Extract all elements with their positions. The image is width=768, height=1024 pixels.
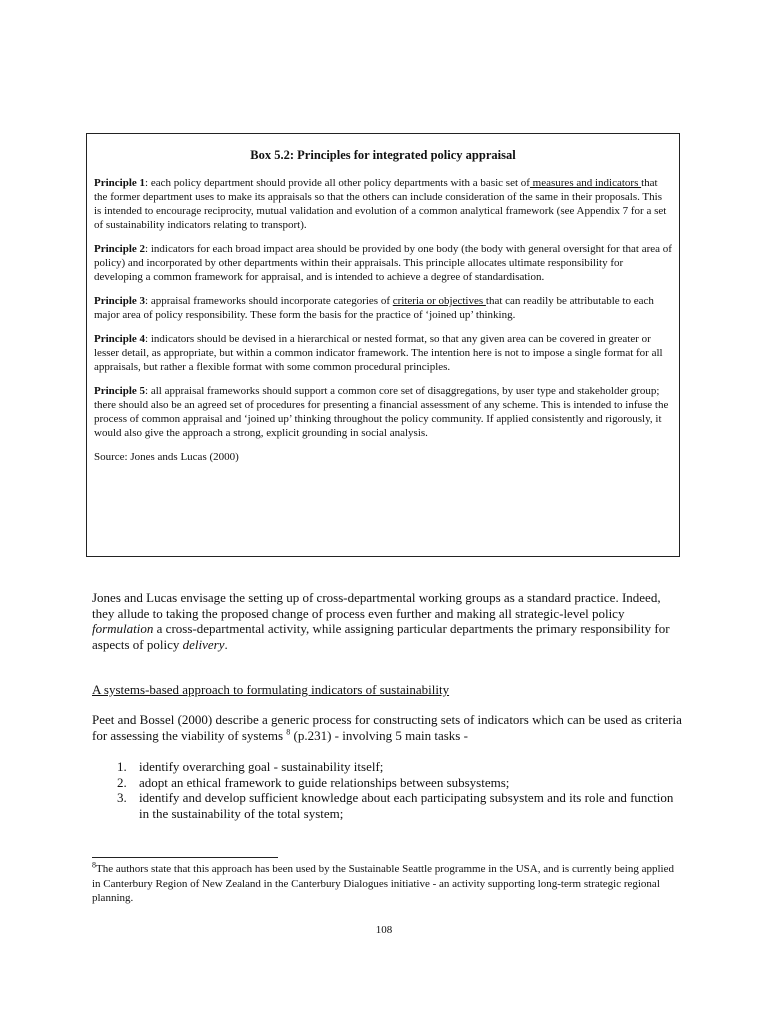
principle-1 bbox=[94, 176, 672, 232]
principles-box bbox=[86, 133, 680, 557]
list-text: adopt an ethical framework to guide relationships between subsystems; bbox=[139, 774, 510, 790]
principle-3 bbox=[94, 294, 672, 322]
principle-label: Principle 2 bbox=[94, 243, 146, 255]
principle-text: that can readily be attributable to each major area of policy responsibility. These form the basis for the practice of ‘joined up’ thinking. bbox=[94, 295, 654, 321]
principle-text: : indicators for each broad impact area should be provided by one body (the body with general oversight for that area of policy) and incorporated by other departments within their appraisals. This principle allocates ultimate responsibility for developing a common framework for appraisal, and is intended to achieve a degree of standardisation. bbox=[94, 243, 672, 283]
box-source: Source: Jones ands Lucas (2000) bbox=[94, 451, 239, 463]
principle-label: Principle 5 bbox=[94, 385, 146, 397]
box-title: Box 5.2: Principles for integrated policy appraisal bbox=[250, 148, 516, 162]
principle-text: : indicators should be devised in a hierarchical or nested format, so that any given area can be covered in greater or lesser detail, as appropriate, but within a common indicator framework. The intention here is not to impose a single format for all appraisals, but rather a flexible format with some common procedural principles. bbox=[94, 333, 663, 373]
footnote bbox=[92, 862, 682, 906]
paragraph-text: Jones and Lucas envisage the setting up of cross-departmental working groups as a standard practice. Indeed, they allude to taking the proposed change of process even further and making all strategic-level policy bbox=[92, 590, 661, 621]
footnote-divider bbox=[92, 857, 278, 858]
paragraph-text: . bbox=[224, 636, 228, 652]
list-number: 1. bbox=[117, 759, 127, 774]
task-list bbox=[92, 759, 682, 821]
paragraph-text: Peet and Bossel (2000) describe a generic process for constructing sets of indicators which can be used as criteria for assessing the viability of systems bbox=[92, 712, 682, 743]
principle-underlined-term: criteria or objectives bbox=[392, 295, 486, 307]
section-heading: A systems-based approach to formulating indicators of sustainability bbox=[92, 682, 450, 697]
principle-5 bbox=[94, 384, 672, 440]
principle-text: : all appraisal frameworks should support a common core set of disaggregations, by user type and stakeholder group; there should also be an agreed set of procedures for presenting a financial assessment of any scheme. This is intended to infuse the process of common appraisal and ‘joined up’ thinking throughout the policy community. If applied consistently and rigorously, it would also give the approach a strong, explicit grounding in social analysis. bbox=[94, 385, 669, 439]
emphasis-text: delivery bbox=[182, 636, 225, 652]
footnote-text: The authors state that this approach has been used by the Sustainable Seattle programme in the USA, and is currently being applied in Canterbury Region of New Zealand in the Canterbury Dialogues initiative - an activity supporting long-term strategic regional planning. bbox=[92, 863, 674, 904]
list-number: 3. bbox=[117, 790, 127, 805]
list-item bbox=[92, 790, 682, 821]
body-paragraph-2 bbox=[92, 712, 682, 743]
list-text: identify and develop sufficient knowledge about each participating subsystem and its role and function in the sustainability of the total system; bbox=[139, 790, 674, 821]
principle-label: Principle 3 bbox=[94, 295, 146, 307]
paragraph-text: a cross-departmental activity, while assigning particular departments the primary responsibility for aspects of policy bbox=[92, 621, 670, 652]
principle-underlined-term: measures and indicators bbox=[529, 177, 642, 189]
footnote-marker: 8 bbox=[92, 860, 96, 870]
principle-text: that the former department uses to make its appraisals so that the others can include consideration of the same in their proposals. This is intended to encourage reciprocity, mutual validation and evolution of a common analytical framework (see Appendix 7 for a set of sustainability indicators relating to transport). bbox=[94, 177, 667, 231]
footnote-ref[interactable]: 8 bbox=[286, 727, 291, 737]
list-number: 2. bbox=[117, 774, 127, 790]
principle-text: : each policy department should provide all other policy departments with a basic set of bbox=[145, 177, 530, 189]
principle-text: : appraisal frameworks should incorporate categories of bbox=[145, 295, 393, 307]
paragraph-text: (p.231) - involving 5 main tasks - bbox=[290, 727, 468, 743]
principle-label: Principle 1 bbox=[94, 177, 146, 189]
list-item bbox=[92, 775, 682, 791]
principle-2 bbox=[94, 242, 672, 284]
page-number: 108 bbox=[375, 924, 393, 936]
principle-label: Principle 4 bbox=[94, 333, 146, 345]
list-text: identify overarching goal - sustainability itself; bbox=[139, 759, 384, 774]
list-item bbox=[92, 759, 682, 775]
body-paragraph-1 bbox=[92, 590, 682, 652]
emphasis-text: formulation bbox=[92, 621, 154, 636]
principle-4 bbox=[94, 332, 672, 374]
